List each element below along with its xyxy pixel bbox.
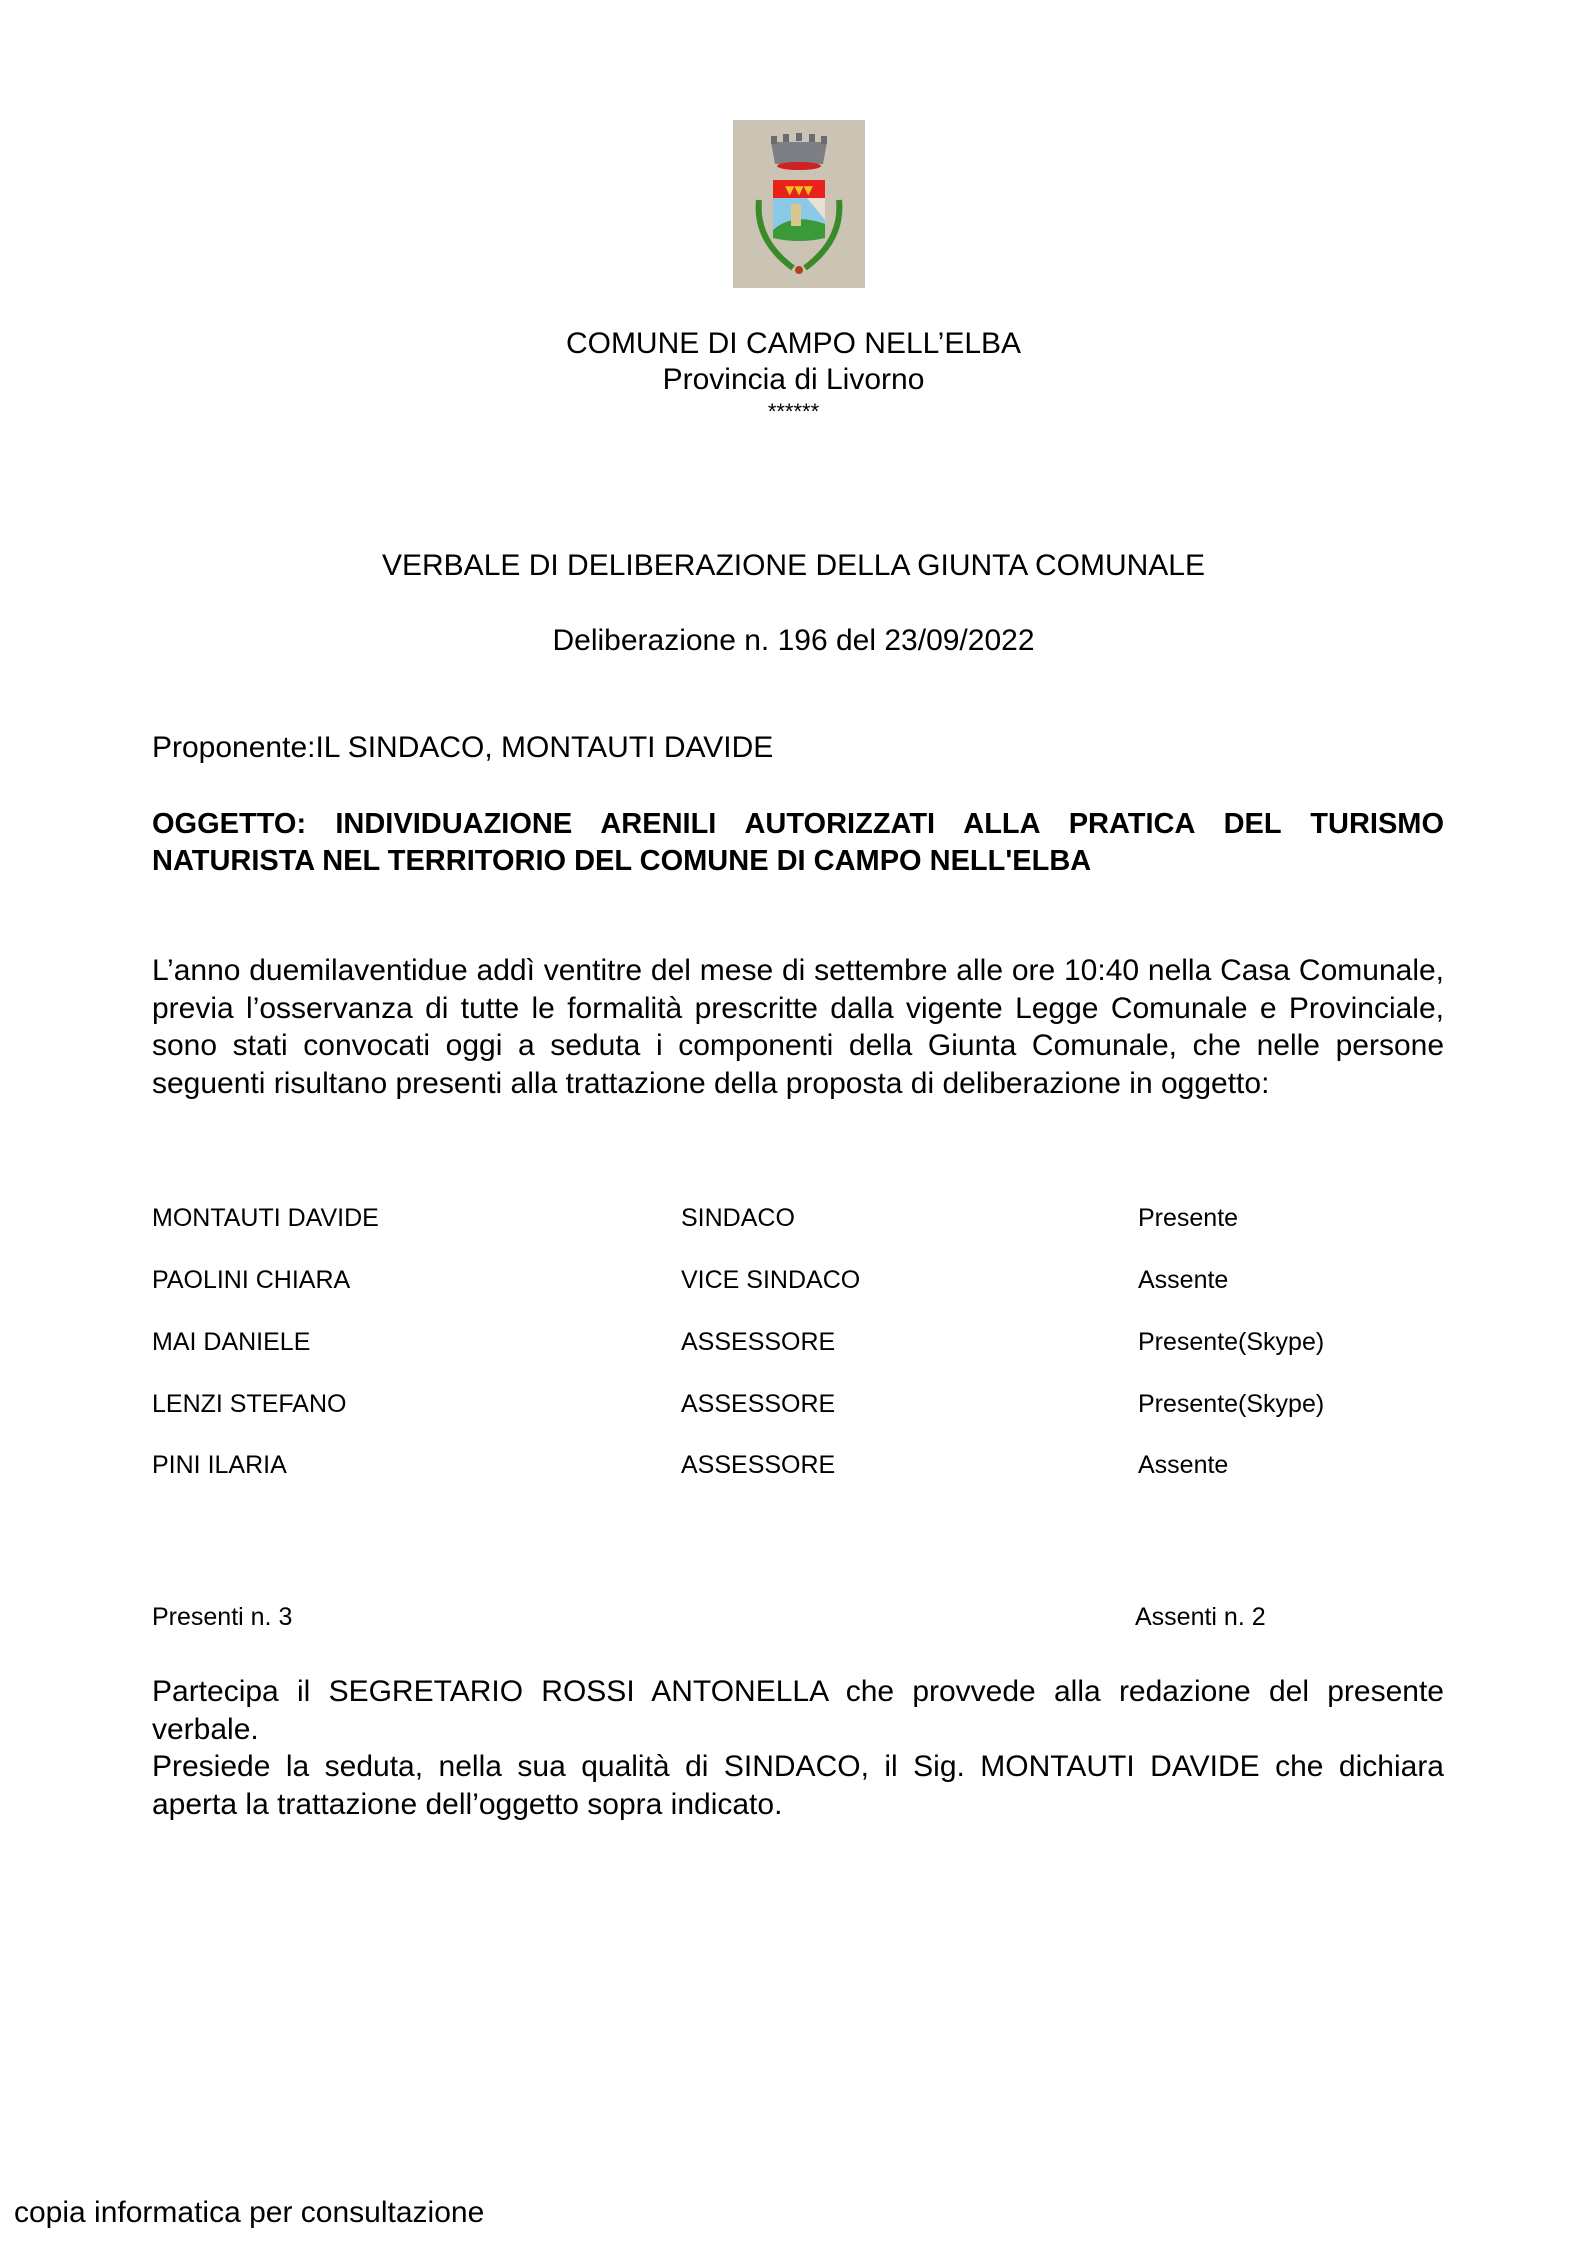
member-role: ASSESSORE <box>681 1328 836 1356</box>
intro-paragraph: L’anno duemilaventidue addì ventitre del mese di settembre alle ore 10:40 nella Casa Comunale, previa l’osservanza di tutte le formalità prescritte dalla vigente Legge Comunale e Provinciale, sono stati convocati oggi a seduta i componenti della Giunta Comunale, che nelle persone seguenti risultano presenti alla trattazione della proposta di deliberazione in oggetto: <box>152 954 1444 1100</box>
member-role: ASSESSORE <box>681 1451 836 1479</box>
member-name: MAI DANIELE <box>152 1328 311 1356</box>
member-status: Assente <box>1138 1451 1229 1479</box>
closing-section <box>152 1673 1444 1823</box>
member-status: Presente(Skype) <box>1138 1390 1325 1418</box>
subject: OGGETTO: INDIVIDUAZIONE ARENILI AUTORIZZATI ALLA PRATICA DEL TURISMO NATURISTA NEL TERRITORIO DEL COMUNE DI CAMPO NELL'ELBA <box>152 808 1444 877</box>
member-role: SINDACO <box>681 1204 795 1232</box>
member-role: ASSESSORE <box>681 1390 836 1418</box>
member-role: VICE SINDACO <box>681 1266 861 1294</box>
secretary-statement: Partecipa il SEGRETARIO ROSSI ANTONELLA che provvede alla redazione del presente verbale. <box>152 1675 1444 1746</box>
attendance-counts <box>0 1602 1587 1642</box>
member-status: Presente <box>1138 1204 1239 1232</box>
document-title: VERBALE DI DELIBERAZIONE DELLA GIUNTA COMUNALE <box>381 549 1205 582</box>
attendance-row <box>0 1203 1587 1243</box>
deliberation-number: Deliberazione n. 196 del 23/09/2022 <box>552 624 1035 657</box>
member-name: PAOLINI CHIARA <box>152 1266 351 1294</box>
watermark-footer: copia informatica per consultazione <box>14 2196 485 2229</box>
attendance-row <box>0 1327 1587 1367</box>
svg-text:▼▼▼: ▼▼▼ <box>785 183 813 197</box>
member-status: Assente <box>1138 1266 1229 1294</box>
attendance-row <box>0 1450 1587 1490</box>
member-name: PINI ILARIA <box>152 1451 287 1479</box>
coat-of-arms-icon <box>733 120 865 288</box>
present-count: Presenti n. 3 <box>152 1603 293 1631</box>
member-status: Presente(Skype) <box>1138 1328 1325 1356</box>
municipality-name: COMUNE DI CAMPO NELL’ELBA <box>565 327 1022 360</box>
proponent: Proponente:IL SINDACO, MONTAUTI DAVIDE <box>152 731 774 764</box>
absent-count: Assenti n. 2 <box>1135 1603 1266 1631</box>
member-name: MONTAUTI DAVIDE <box>152 1204 379 1232</box>
separator: ****** <box>767 399 820 424</box>
province-name: Provincia di Livorno <box>662 363 925 396</box>
member-name: LENZI STEFANO <box>152 1390 347 1418</box>
chair-statement: Presiede la seduta, nella sua qualità di SINDACO, il Sig. MONTAUTI DAVIDE che dichiara aperta la trattazione dell’oggetto sopra indicato. <box>152 1750 1444 1821</box>
attendance-row <box>0 1389 1587 1429</box>
attendance-row <box>0 1265 1587 1305</box>
